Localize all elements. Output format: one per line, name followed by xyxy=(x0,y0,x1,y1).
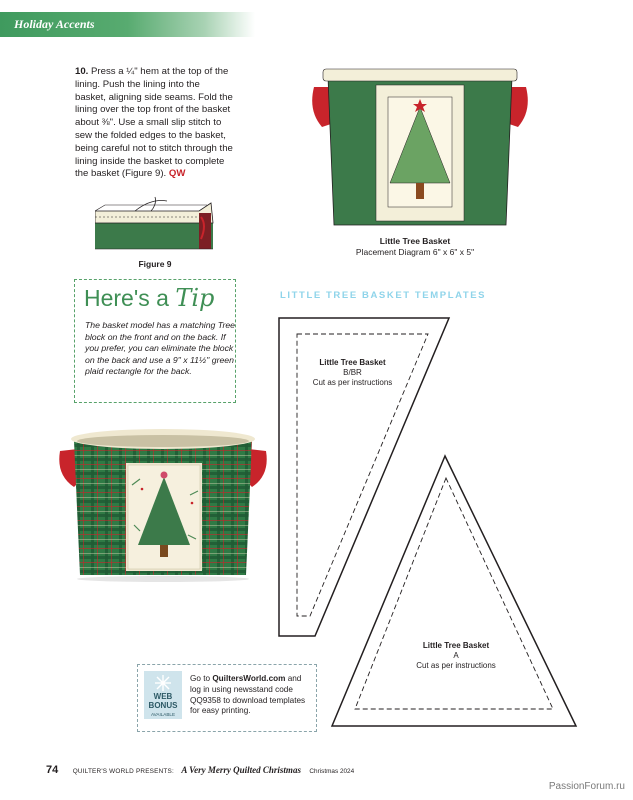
footer-issue: Christmas 2024 xyxy=(309,768,355,775)
step-number: 10. xyxy=(75,66,89,77)
tip-title xyxy=(84,284,214,312)
figure-9-caption: Figure 9 xyxy=(138,259,172,269)
tip-body: The basket model has a matching Tree block on the front and on the back. If you prefer, you can eliminate the block on the back and use a 9" x 11½" green plaid rectangle for the back. xyxy=(85,320,236,377)
template-bbr-title: Little Tree Basket xyxy=(319,358,386,367)
page-number: 74 xyxy=(46,764,59,776)
tip-box xyxy=(74,279,236,403)
tip-title-text: Here's a xyxy=(84,285,176,311)
step-10-instructions xyxy=(75,66,233,181)
footer-publication: QUILTER'S WORLD PRESENTS: xyxy=(72,768,174,775)
bonus-prefix: Go to xyxy=(190,674,213,683)
placement-caption xyxy=(325,236,505,258)
section-title: Holiday Accents xyxy=(14,17,95,31)
step-text: Press a ¼" hem at the top of the lining. Push the lining into the basket, aligning side seams. Fold the lining over the top front of the basket about ⅜". Use a small slip stitch to sew the folded edges to the basket, being careful not to stitch through the lining inside the basket to complete the basket (Figure 9). xyxy=(75,66,233,180)
badge-line-2: BONUS xyxy=(148,701,178,710)
tip-title-script: Tip xyxy=(175,284,215,312)
template-bbr-note: Cut as per instructions xyxy=(312,378,393,387)
template-a-note: Cut as per instructions xyxy=(416,661,496,670)
watermark: PassionForum.ru xyxy=(548,781,625,792)
footer-title: A Very Merry Quilted Christmas xyxy=(181,765,301,775)
badge-line-3: AVAILABLE xyxy=(150,712,176,717)
template-a-title: Little Tree Basket xyxy=(422,641,490,650)
basket-photo xyxy=(58,425,268,585)
template-a-label xyxy=(402,641,510,671)
figure-9-illustration xyxy=(95,195,215,255)
web-bonus-badge xyxy=(144,671,182,719)
placement-subtitle: Placement Diagram 6" x 6" x 5" xyxy=(355,247,475,257)
bonus-url[interactable]: QuiltersWorld.com xyxy=(212,674,286,683)
section-header-tab xyxy=(0,12,255,37)
end-mark: QW xyxy=(168,168,186,180)
placement-diagram xyxy=(310,65,530,235)
template-bbr-label xyxy=(300,358,405,388)
template-a-code: A xyxy=(453,651,459,660)
templates-heading: LITTLE TREE BASKET TEMPLATES xyxy=(280,290,487,301)
web-bonus-box xyxy=(137,664,317,732)
placement-title: Little Tree Basket xyxy=(379,236,451,246)
badge-line-1: WEB xyxy=(153,692,173,701)
bonus-rest: and log in using newsstand code QQ9358 to download templates for easy printing. xyxy=(190,674,306,716)
page-footer xyxy=(46,760,354,778)
template-bbr-code: B/BR xyxy=(343,368,362,377)
web-bonus-text xyxy=(190,674,314,717)
